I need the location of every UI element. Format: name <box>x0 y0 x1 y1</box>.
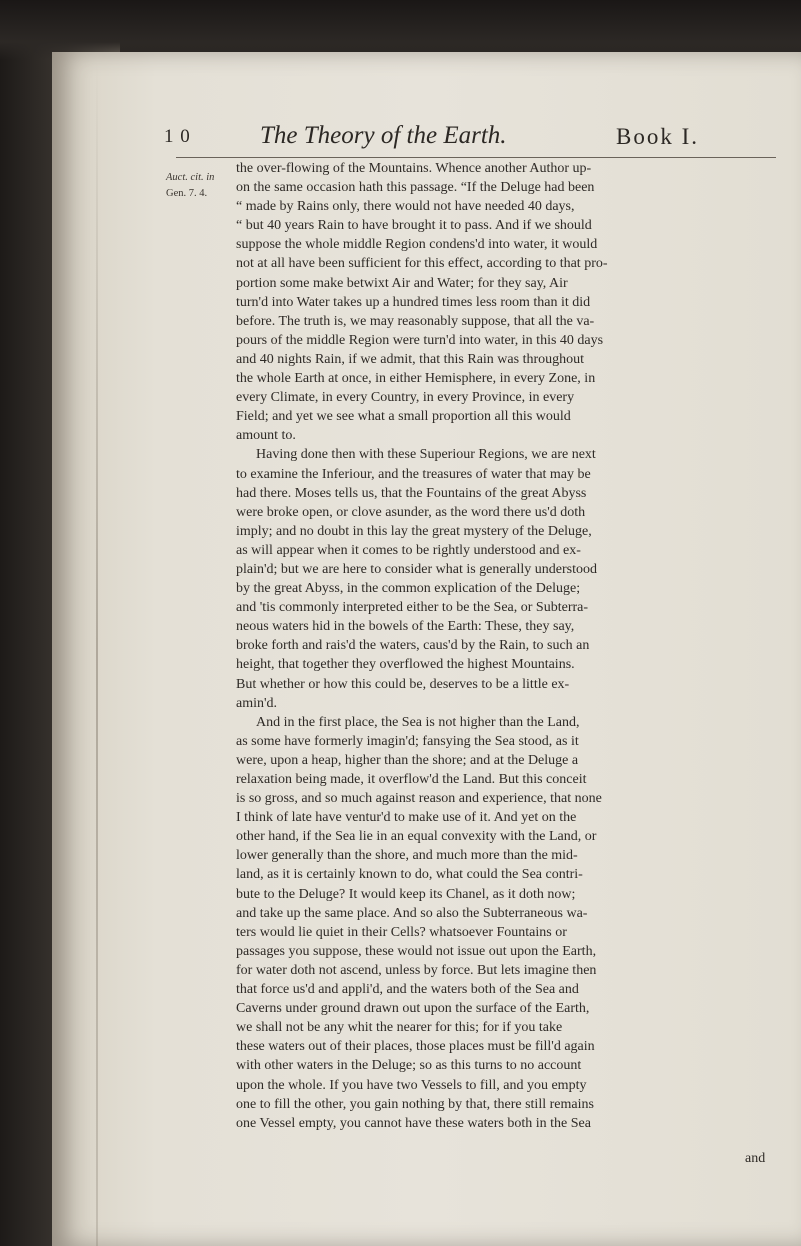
text-line: “ but 40 years Rain to have brought it to pass. And if we should <box>236 218 592 234</box>
text-line: were broke open, or clove asunder, as the word there us'd doth <box>236 504 586 520</box>
margin-note-source: Auct. cit. in <box>166 172 215 183</box>
text-line: bute to the Deluge? It would keep its Chanel, as it doth now; <box>236 886 576 902</box>
text-line: were, upon a heap, higher than the shore; and at the Deluge a <box>236 752 579 768</box>
text-line: Caverns under ground drawn out upon the surface of the Earth, <box>236 1001 590 1017</box>
text-line: height, that together they overflowed the highest Mountains. <box>236 657 575 673</box>
text-line: the over-flowing of the Mountains. Whence another Author up- <box>236 161 592 176</box>
text-line: ters would lie quiet in their Cells? whatsoever Fountains or <box>236 924 567 940</box>
body-text <box>236 159 786 1133</box>
text-line: lower generally than the shore, and much more than the mid- <box>236 848 578 864</box>
text-line: on the same occasion hath this passage. “If the Deluge had been <box>236 180 595 196</box>
text-line: But whether or how this could be, deserves to be a little ex- <box>236 676 570 692</box>
text-line: by the great Abyss, in the common explication of the Deluge; <box>236 581 581 597</box>
text-line: upon the whole. If you have two Vessels to fill, and you empty <box>236 1077 587 1093</box>
text-line: Field; and yet we see what a small proportion all this would <box>236 409 571 425</box>
scan-shadow-top <box>0 0 801 60</box>
text-line: pours of the middle Region were turn'd into water, in this 40 days <box>236 332 604 348</box>
margin-note-reference: Gen. 7. 4. <box>166 188 208 199</box>
text-line: one Vessel empty, you cannot have these waters both in the Sea <box>236 1115 591 1131</box>
text-line: passages you suppose, these would not issue out upon the Earth, <box>236 943 597 959</box>
text-line: turn'd into Water takes up a hundred times less room than it did <box>236 294 591 310</box>
text-line: before. The truth is, we may reasonably suppose, that all the va- <box>236 313 595 329</box>
page-header <box>164 122 784 156</box>
text-line: every Climate, in every Country, in every Province, in every <box>236 390 575 406</box>
text-line: amin'd. <box>236 695 278 711</box>
text-line: and 'tis commonly interpreted either to be the Sea, or Subterra- <box>236 600 589 616</box>
text-line: as some have formerly imagin'd; fansying the Sea stood, as it <box>236 733 579 749</box>
book-label: Book I. <box>616 124 699 149</box>
binding-edge <box>96 60 98 1246</box>
text-line: “ made by Rains only, there would not have needed 40 days, <box>236 199 575 215</box>
catchword: and <box>745 1151 766 1166</box>
text-line: And in the first place, the Sea is not higher than the Land, <box>256 714 580 730</box>
text-line: Having done then with these Superiour Regions, we are next <box>256 447 596 463</box>
text-line: that force us'd and appli'd, and the waters both of the Sea and <box>236 982 579 998</box>
text-line: amount to. <box>236 428 296 444</box>
text-line: one to fill the other, you gain nothing by that, there still remains <box>236 1096 594 1112</box>
text-line: we shall not be any whit the nearer for this; for if you take <box>236 1020 563 1036</box>
text-line: as will appear when it comes to be rightly understood and ex- <box>236 542 581 558</box>
text-line: I think of late have ventur'd to make use of it. And yet on the <box>236 810 577 826</box>
header-rule <box>176 157 776 158</box>
margin-note <box>166 170 228 202</box>
text-line: is so gross, and so much against reason and experience, that none <box>236 791 602 807</box>
text-line: with other waters in the Deluge; so as this turns to no account <box>236 1058 582 1074</box>
text-line: and take up the same place. And so also the Subterraneous wa- <box>236 905 588 921</box>
text-line: relaxation being made, it overflow'd the Land. But this conceit <box>236 772 587 787</box>
text-line: portion some make betwixt Air and Water; for they say, Air <box>236 275 568 291</box>
text-line: other hand, if the Sea lie in an equal convexity with the Land, or <box>236 829 597 845</box>
text-line: for water doth not ascend, unless by force. But lets imagine then <box>236 962 597 978</box>
running-title: The Theory of the Earth. <box>260 122 507 149</box>
text-line: not at all have been sufficient for this effect, according to that pro- <box>236 256 608 272</box>
text-line: had there. Moses tells us, that the Fountains of the great Abyss <box>236 485 587 501</box>
text-line: neous waters hid in the bowels of the Earth: These, they say, <box>236 619 575 635</box>
page-number: 1 0 <box>164 126 191 147</box>
text-line: to examine the Inferiour, and the treasures of water that may be <box>236 466 591 482</box>
text-line: land, as it is certainly known to do, what could the Sea contri- <box>236 867 583 883</box>
text-line: imply; and no doubt in this lay the great mystery of the Deluge, <box>236 523 592 539</box>
text-line: plain'd; but we are here to consider what is generally understood <box>236 561 597 577</box>
text-line: and 40 nights Rain, if we admit, that this Rain was throughout <box>236 351 585 367</box>
text-line: these waters out of their places, those places must be fill'd again <box>236 1039 595 1055</box>
text-line: suppose the whole middle Region condens'd into water, it would <box>236 237 598 253</box>
text-line: broke forth and rais'd the waters, caus'd by the Rain, to such an <box>236 638 590 654</box>
text-line: the whole Earth at once, in either Hemisphere, in every Zone, in <box>236 371 596 387</box>
